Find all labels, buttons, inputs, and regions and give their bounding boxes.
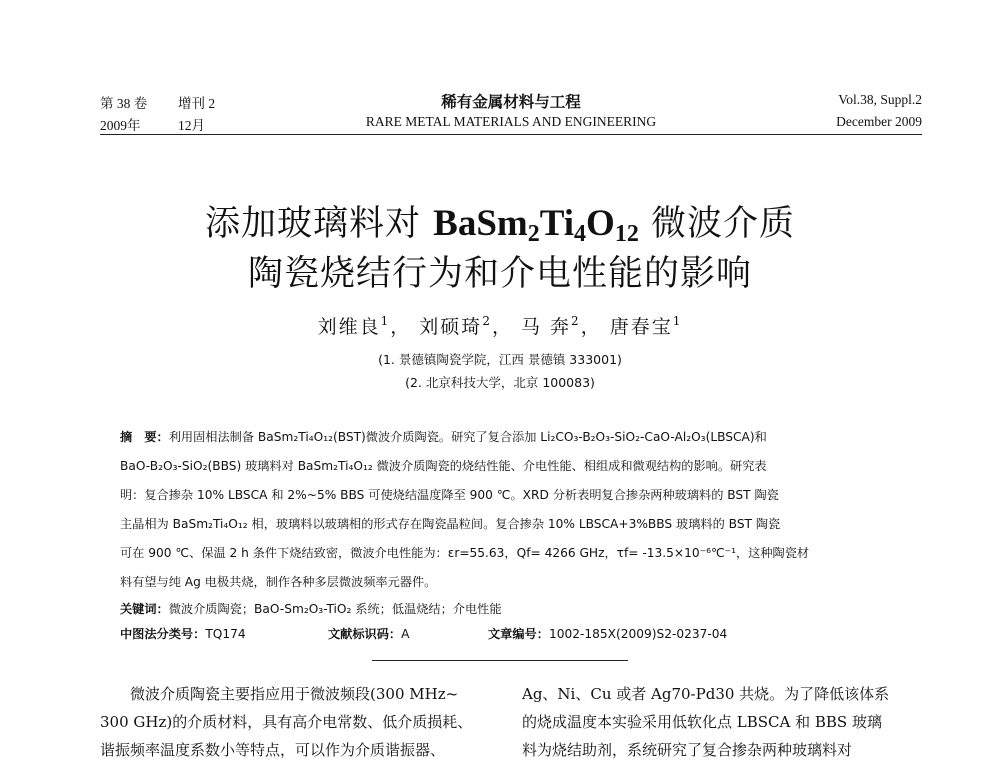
clc-label: 中图法分类号： bbox=[120, 627, 206, 641]
author-affiliation-mark: 2 bbox=[482, 314, 492, 328]
section-divider bbox=[372, 660, 628, 661]
body-line: 微波介质陶瓷主要指应用于微波频段(300 MHz~ bbox=[130, 685, 459, 703]
body-line: Ag、Ni、Cu 或者 Ag70-Pd30 共烧。为了降低该体系 bbox=[522, 685, 890, 703]
formula-subscript: 12 bbox=[614, 221, 639, 247]
body-line: 谐振频率温度系数小等特点，可以作为介质谐振器、 bbox=[100, 741, 446, 759]
author-name: 刘维良 bbox=[317, 316, 381, 338]
abstract-line bbox=[120, 428, 910, 445]
formula-part: BaSm bbox=[433, 203, 528, 244]
keywords-text: 微波介质陶瓷；BaO-Sm₂O₃-TiO₂ 系统；低温烧结；介电性能 bbox=[168, 602, 502, 616]
author-affiliation-mark: 2 bbox=[571, 314, 581, 328]
date-en: December 2009 bbox=[836, 114, 922, 129]
title-prefix: 添加玻璃料对 bbox=[205, 204, 434, 244]
article-number: 1002-185X(2009)S2-0237-04 bbox=[548, 627, 728, 641]
body-column-right bbox=[522, 680, 922, 764]
abstract-label: 摘 要： bbox=[120, 430, 169, 444]
issue-year: 2009年 bbox=[100, 118, 141, 133]
paper-title-line-1 bbox=[0, 196, 1000, 246]
formula-part: Ti bbox=[539, 203, 575, 244]
affiliation-2: (2. 北京科技大学，北京 100083) bbox=[405, 375, 595, 390]
author-name: 刘硕琦 bbox=[419, 316, 483, 338]
supplement-number: 增刊 2 bbox=[178, 96, 216, 111]
clc-code: TQ174 bbox=[205, 627, 246, 641]
article-number-block bbox=[488, 625, 727, 642]
abstract-line: 可在 900 ℃、保温 2 h 条件下烧结致密，微波介电性能为：εr=55.63，Qf= 4266 GHz，τf= -13.5×10⁻⁶℃⁻¹，这种陶瓷材 bbox=[120, 546, 810, 560]
abstract-line: BaO-B₂O₃-SiO₂(BBS) 玻璃料对 BaSm₂Ti₄O₁₂ 微波介质陶瓷的烧结性能、介电性能、相组成和微观结构的影响。研究表 bbox=[120, 459, 767, 473]
doc-code-label: 文献标识码： bbox=[328, 627, 402, 641]
formula-subscript: 4 bbox=[574, 221, 587, 247]
body-column-left bbox=[100, 680, 500, 764]
paper-title-line-2: 陶瓷烧结行为和介电性能的影响 bbox=[247, 254, 752, 294]
issue-month: 12月 bbox=[178, 118, 205, 133]
title-formula bbox=[433, 203, 639, 247]
abstract-line: 料有望与纯 Ag 电极共烧，制作各种多层微波频率元器件。 bbox=[120, 575, 437, 589]
doc-code: A bbox=[401, 627, 410, 641]
author-affiliation-mark: 1 bbox=[380, 314, 391, 328]
abstract-line: 主晶相为 BaSm₂Ti₄O₁₂ 相，玻璃料以玻璃相的形式存在陶瓷晶粒间。复合掺杂 10% LBSCA+3%BBS 玻璃料的 BST 陶瓷 bbox=[120, 517, 781, 531]
formula-part: O bbox=[586, 203, 615, 244]
keywords-label: 关键词： bbox=[120, 602, 169, 616]
article-number-label: 文章编号： bbox=[488, 627, 549, 641]
formula-subscript: 2 bbox=[527, 221, 540, 247]
volume-en: Vol.38, Suppl.2 bbox=[838, 92, 922, 107]
title-suffix: 微波介质 bbox=[638, 204, 795, 244]
journal-title-cn: 稀有金属材料与工程 bbox=[441, 93, 581, 111]
body-line: 的烧成温度本实验采用低软化点 LBSCA 和 BBS 玻璃 bbox=[522, 713, 882, 731]
author-list: 刘维良$^1$， 刘硕琦$^2$， 马 奔$^2$， 唐春宝$^1$ bbox=[317, 314, 683, 338]
header-rule bbox=[100, 134, 922, 135]
journal-title-en: RARE METAL MATERIALS AND ENGINEERING bbox=[365, 114, 657, 129]
abstract-text: 利用固相法制备 BaSm₂Ti₄O₁₂(BST)微波介质陶瓷。研究了复合添加 Li₂CO₃-B₂O₃-SiO₂-CaO-Al₂O₃(LBSCA)和 bbox=[168, 430, 767, 444]
author-name: 马 奔 bbox=[521, 316, 572, 338]
abstract-line: 明：复合掺杂 10% LBSCA 和 2%~5% BBS 可使烧结温度降至 900 ℃。XRD 分析表明复合掺杂两种玻璃料的 BST 陶瓷 bbox=[120, 488, 779, 502]
keywords-line bbox=[120, 600, 910, 617]
author-name: 唐春宝 bbox=[609, 316, 673, 338]
body-line: 300 GHz)的介质材料，具有高介电常数、低介质损耗、 bbox=[100, 713, 473, 731]
author-affiliation-mark: 1 bbox=[672, 314, 683, 328]
running-header bbox=[100, 92, 922, 132]
volume-number: 第 38 卷 bbox=[100, 96, 148, 111]
clc-block bbox=[120, 625, 246, 642]
affiliation-1: (1. 景德镇陶瓷学院，江西 景德镇 333001) bbox=[378, 352, 622, 367]
doc-code-block bbox=[328, 625, 409, 642]
body-line: 料为烧结助剂，系统研究了复合掺杂两种玻璃料对 bbox=[522, 741, 853, 759]
